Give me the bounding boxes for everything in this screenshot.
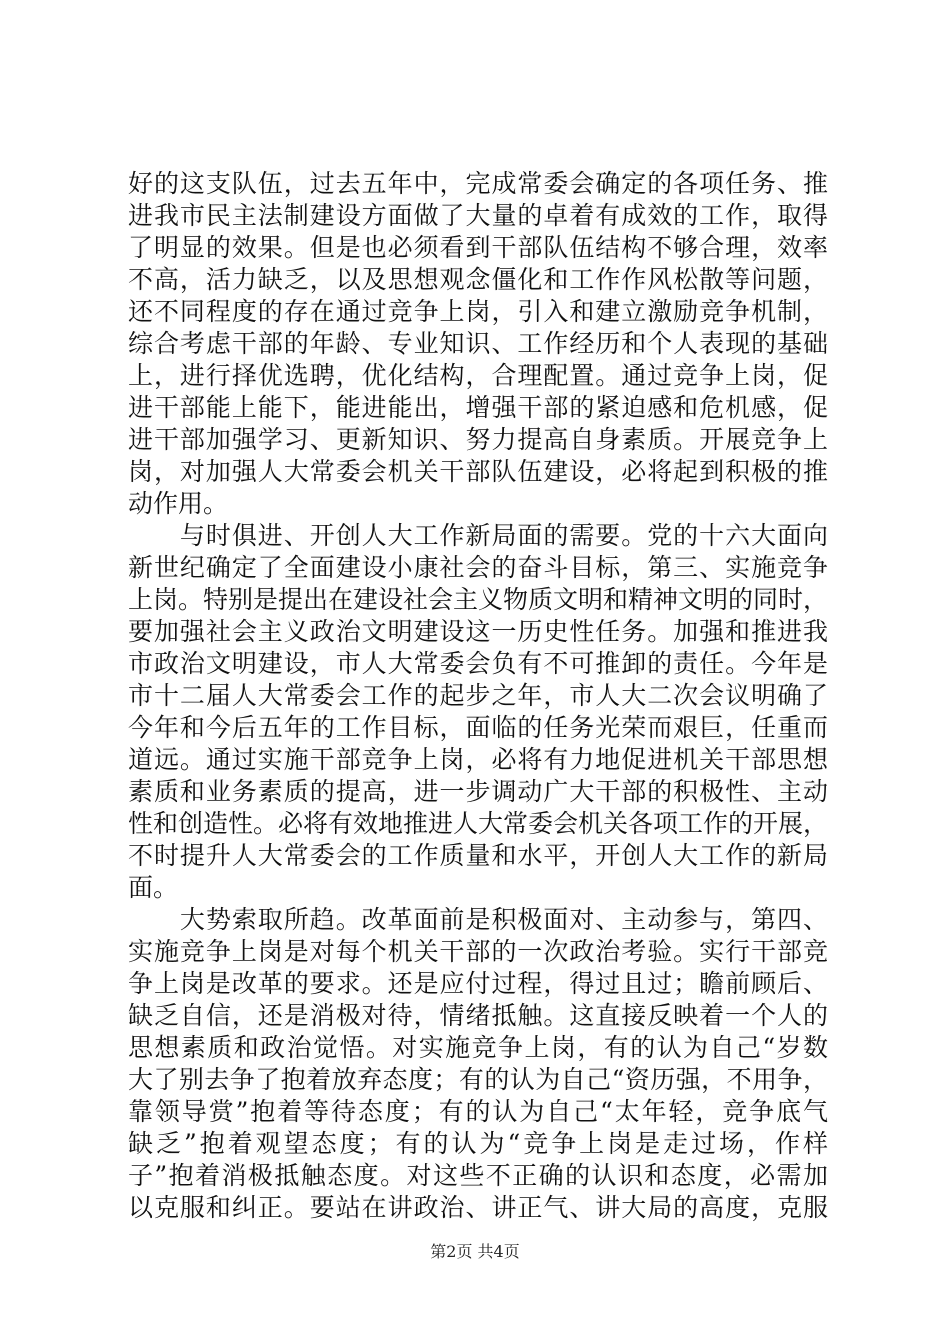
text-line: 缺乏”抱着观望态度；有的认为“竞争上岗是走过场，作样 xyxy=(128,1129,828,1158)
text-line: 道远。通过实施干部竞争上岗，必将有力地促进机关干部思想 xyxy=(128,745,828,774)
text-line: 性和创造性。必将有效地推进人大常委会机关各项工作的开展， xyxy=(128,809,829,838)
text-line: 市十二届人大常委会工作的起步之年，市人大二次会议明确了 xyxy=(128,681,828,710)
text-line: 还不同程度的存在通过竞争上岗，引入和建立激励竞争机制， xyxy=(128,297,828,326)
text-line: 上，进行择优选聘，优化结构，合理配置。通过竞争上岗，促 xyxy=(128,361,828,390)
text-line: 新世纪确定了全面建设小康社会的奋斗目标，第三、实施竞争 xyxy=(128,553,828,582)
text-line: 子”抱着消极抵触态度。对这些不正确的认识和态度，必需加 xyxy=(128,1161,828,1190)
text-line: 进干部能上能下，能进能出，增强干部的紧迫感和危机感，促 xyxy=(128,393,828,422)
text-line: 争上岗是改革的要求。还是应付过程，得过且过；瞻前顾后、 xyxy=(128,969,828,998)
text-line: 进我市民主法制建设方面做了大量的卓着有成效的工作，取得 xyxy=(128,201,828,230)
text-line: 动作用。 xyxy=(128,489,229,518)
text-line: 大了别去争了抱着放弃态度；有的认为自己“资历强，不用争， xyxy=(128,1065,828,1094)
text-line: 实施竞争上岗是对每个机关干部的一次政治考验。实行干部竞 xyxy=(128,937,828,966)
text-line: 以克服和纠正。要站在讲政治、讲正气、讲大局的高度，克服 xyxy=(128,1193,828,1222)
text-line: 市政治文明建设，市人大常委会负有不可推卸的责任。今年是 xyxy=(128,649,828,678)
text-line: 今年和今后五年的工作目标，面临的任务光荣而艰巨，任重而 xyxy=(128,713,828,742)
text-line: 岗，对加强人大常委会机关干部队伍建设，必将起到积极的推 xyxy=(128,457,828,486)
body-text xyxy=(128,168,828,1224)
text-line: 综合考虑干部的年龄、专业知识、工作经历和个人表现的基础 xyxy=(128,329,828,358)
text-line: 大势索取所趋。改革面前是积极面对、主动参与，第四、 xyxy=(128,905,828,934)
text-line: 缺乏自信，还是消极对待，情绪抵触。这直接反映着一个人的 xyxy=(128,1001,828,1030)
text-line: 要加强社会主义政治文明建设这一历史性任务。加强和推进我 xyxy=(128,617,828,646)
text-line: 面。 xyxy=(128,873,179,902)
text-line: 了明显的效果。但是也必须看到干部队伍结构不够合理，效率 xyxy=(128,233,828,262)
text-line: 上岗。特别是提出在建设社会主义物质文明和精神文明的同时， xyxy=(128,585,829,614)
text-line: 思想素质和政治觉悟。对实施竞争上岗，有的认为自己“岁数 xyxy=(128,1033,828,1062)
page-number-footer: 第2页 共4页 xyxy=(430,1242,520,1261)
text-line: 进干部加强学习、更新知识、努力提高自身素质。开展竞争上 xyxy=(128,425,828,454)
text-line: 靠领导赏”抱着等待态度；有的认为自己“太年轻，竞争底气 xyxy=(128,1097,828,1126)
text-line: 不高，活力缺乏，以及思想观念僵化和工作作风松散等问题， xyxy=(128,265,828,294)
text-line: 不时提升人大常委会的工作质量和水平，开创人大工作的新局 xyxy=(128,841,828,870)
text-line: 素质和业务素质的提高，进一步调动广大干部的积极性、主动 xyxy=(128,777,828,806)
text-line: 好的这支队伍，过去五年中，完成常委会确定的各项任务、推 xyxy=(128,169,828,198)
text-line: 与时俱进、开创人大工作新局面的需要。党的十六大面向 xyxy=(128,521,828,550)
